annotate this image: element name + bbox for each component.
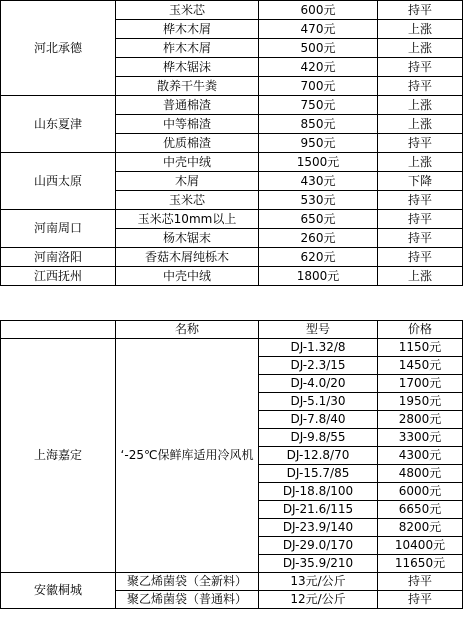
price-cell: 430元 xyxy=(259,172,378,191)
trend-cell: 上涨 xyxy=(378,115,463,134)
header-model: 型号 xyxy=(259,321,378,339)
product-cell: 桦木锯沫 xyxy=(116,58,259,77)
trend-cell: 持平 xyxy=(378,210,463,229)
price-cell: 13元/公斤 xyxy=(259,573,378,591)
model-cell: DJ-12.8/70 xyxy=(259,447,378,465)
product-cell: 聚乙烯菌袋（普通料） xyxy=(116,591,259,609)
table-row xyxy=(1,153,463,172)
product-cell: 玉米芯10mm以上 xyxy=(116,210,259,229)
model-cell: DJ-15.7/85 xyxy=(259,465,378,483)
product-cell: 普通棉渣 xyxy=(116,96,259,115)
product-cell: 优质棉渣 xyxy=(116,134,259,153)
trend-cell: 上涨 xyxy=(378,153,463,172)
product-cell: 中壳中绒 xyxy=(116,267,259,286)
trend-cell: 上涨 xyxy=(378,20,463,39)
product-cell: 柞木木屑 xyxy=(116,39,259,58)
price-cell: 6650元 xyxy=(378,501,463,519)
header-blank xyxy=(1,321,116,339)
table-row xyxy=(1,573,463,591)
trend-cell: 持平 xyxy=(378,591,463,609)
header-price: 价格 xyxy=(378,321,463,339)
price-table-cooler xyxy=(0,320,463,609)
table-row xyxy=(1,210,463,229)
price-cell: 10400元 xyxy=(378,537,463,555)
price-cell: 420元 xyxy=(259,58,378,77)
price-cell: 1800元 xyxy=(259,267,378,286)
price-cell: 4800元 xyxy=(378,465,463,483)
model-cell: DJ-21.6/115 xyxy=(259,501,378,519)
product-cell: 散养干牛粪 xyxy=(116,77,259,96)
table-row xyxy=(1,267,463,286)
product-cell: 中壳中绒 xyxy=(116,153,259,172)
price-cell: 260元 xyxy=(259,229,378,248)
model-cell: DJ-18.8/100 xyxy=(259,483,378,501)
model-cell: DJ-5.1/30 xyxy=(259,393,378,411)
product-cell: 玉米芯 xyxy=(116,1,259,20)
price-cell: 1450元 xyxy=(378,357,463,375)
model-cell: DJ-2.3/15 xyxy=(259,357,378,375)
product-cell: ‘-25℃保鲜库适用冷风机 xyxy=(116,339,259,573)
region-cell: 江西抚州 xyxy=(1,267,116,286)
trend-cell: 持平 xyxy=(378,1,463,20)
region-cell: 安徽桐城 xyxy=(1,573,116,609)
price-cell: 850元 xyxy=(259,115,378,134)
product-cell: 杨木锯末 xyxy=(116,229,259,248)
price-cell: 11650元 xyxy=(378,555,463,573)
model-cell: DJ-9.8/55 xyxy=(259,429,378,447)
table-row xyxy=(1,339,463,357)
table-row xyxy=(1,96,463,115)
price-cell: 12元/公斤 xyxy=(259,591,378,609)
price-cell: 950元 xyxy=(259,134,378,153)
trend-cell: 上涨 xyxy=(378,39,463,58)
trend-cell: 持平 xyxy=(378,229,463,248)
price-cell: 4300元 xyxy=(378,447,463,465)
price-cell: 650元 xyxy=(259,210,378,229)
price-cell: 620元 xyxy=(259,248,378,267)
price-cell: 600元 xyxy=(259,1,378,20)
price-cell: 1950元 xyxy=(378,393,463,411)
trend-cell: 持平 xyxy=(378,134,463,153)
region-cell: 上海嘉定 xyxy=(1,339,116,573)
trend-cell: 持平 xyxy=(378,573,463,591)
price-cell: 1500元 xyxy=(259,153,378,172)
region-cell: 河南洛阳 xyxy=(1,248,116,267)
price-cell: 500元 xyxy=(259,39,378,58)
product-cell: 桦木木屑 xyxy=(116,20,259,39)
model-cell: DJ-23.9/140 xyxy=(259,519,378,537)
trend-cell: 持平 xyxy=(378,191,463,210)
table-row xyxy=(1,1,463,20)
trend-cell: 上涨 xyxy=(378,96,463,115)
table-row xyxy=(1,248,463,267)
product-cell: 木屑 xyxy=(116,172,259,191)
model-cell: DJ-35.9/210 xyxy=(259,555,378,573)
trend-cell: 持平 xyxy=(378,248,463,267)
region-cell: 河南周口 xyxy=(1,210,116,248)
price-cell: 8200元 xyxy=(378,519,463,537)
region-cell: 山西太原 xyxy=(1,153,116,210)
trend-cell: 下降 xyxy=(378,172,463,191)
product-cell: 中等棉渣 xyxy=(116,115,259,134)
price-cell: 6000元 xyxy=(378,483,463,501)
header-name: 名称 xyxy=(116,321,259,339)
trend-cell: 持平 xyxy=(378,77,463,96)
product-cell: 香菇木屑纯栎木 xyxy=(116,248,259,267)
product-cell: 聚乙烯菌袋（全新料） xyxy=(116,573,259,591)
price-cell: 530元 xyxy=(259,191,378,210)
trend-cell: 持平 xyxy=(378,58,463,77)
model-cell: DJ-1.32/8 xyxy=(259,339,378,357)
model-cell: DJ-29.0/170 xyxy=(259,537,378,555)
product-cell: 玉米芯 xyxy=(116,191,259,210)
price-cell: 750元 xyxy=(259,96,378,115)
region-cell: 山东夏津 xyxy=(1,96,116,153)
region-cell: 河北承德 xyxy=(1,1,116,96)
price-table-materials xyxy=(0,0,463,286)
price-cell: 3300元 xyxy=(378,429,463,447)
trend-cell: 上涨 xyxy=(378,267,463,286)
price-cell: 700元 xyxy=(259,77,378,96)
model-cell: DJ-7.8/40 xyxy=(259,411,378,429)
table-header-row xyxy=(1,321,463,339)
price-cell: 470元 xyxy=(259,20,378,39)
model-cell: DJ-4.0/20 xyxy=(259,375,378,393)
price-cell: 1700元 xyxy=(378,375,463,393)
price-cell: 1150元 xyxy=(378,339,463,357)
price-cell: 2800元 xyxy=(378,411,463,429)
